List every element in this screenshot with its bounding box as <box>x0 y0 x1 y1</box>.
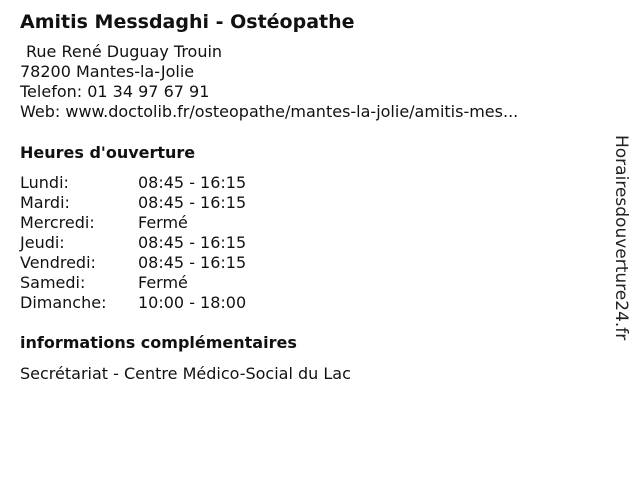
day-label: Lundi: <box>20 173 69 192</box>
day-label: Samedi: <box>20 273 86 292</box>
day-label: Vendredi: <box>20 253 96 272</box>
hours-row-thursday <box>20 233 590 253</box>
day-hours: Fermé <box>138 213 188 232</box>
business-card <box>20 10 590 384</box>
hours-row-monday <box>20 173 590 193</box>
day-hours: 08:45 - 16:15 <box>138 173 247 192</box>
hours-row-tuesday <box>20 193 590 213</box>
day-hours: 08:45 - 16:15 <box>138 233 247 252</box>
hours-row-saturday <box>20 273 590 293</box>
day-hours: 10:00 - 18:00 <box>138 293 247 312</box>
hours-row-friday <box>20 253 590 273</box>
website-link[interactable]: Web: www.doctolib.fr/osteopathe/mantes-la-jolie/amitis-mes... <box>20 102 519 121</box>
day-hours: 08:45 - 16:15 <box>138 193 247 212</box>
day-label: Mercredi: <box>20 213 95 232</box>
hours-table <box>20 173 590 313</box>
hours-heading: Heures d'ouverture <box>20 143 196 162</box>
hours-row-wednesday <box>20 213 590 233</box>
city-address: 78200 Mantes-la-Jolie <box>20 62 195 81</box>
hours-row-sunday <box>20 293 590 313</box>
street-address: Rue René Duguay Trouin <box>26 42 223 61</box>
business-title: Amitis Messdaghi - Ostéopathe <box>20 11 355 33</box>
day-label: Jeudi: <box>20 233 65 252</box>
day-label: Dimanche: <box>20 293 107 312</box>
info-text: Secrétariat - Centre Médico-Social du Lac <box>20 364 351 383</box>
day-hours: 08:45 - 16:15 <box>138 253 247 272</box>
site-watermark: Horairesdouverture24.fr <box>611 135 631 341</box>
day-hours: Fermé <box>138 273 188 292</box>
day-label: Mardi: <box>20 193 70 212</box>
phone-number[interactable]: Telefon: 01 34 97 67 91 <box>20 82 210 101</box>
info-heading: informations complémentaires <box>20 333 297 352</box>
